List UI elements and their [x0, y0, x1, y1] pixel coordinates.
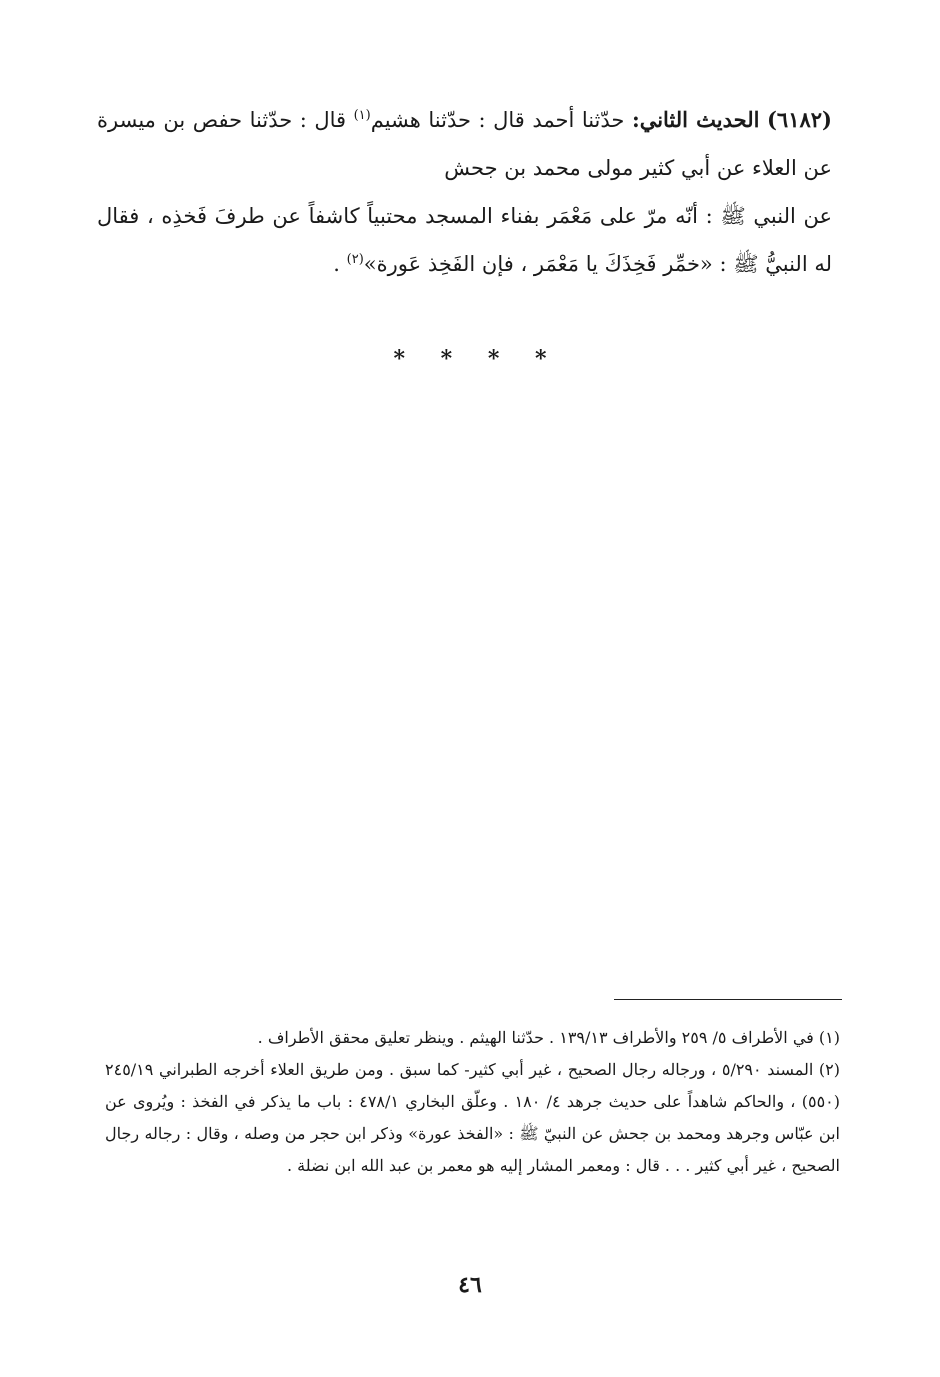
matn-text: عن النبي ﷺ : أنّه مرّ على مَعْمَر بفناء المسجد محتبياً كاشفاً عن طرفَ فَخذِه ، فقال له النبيُّ ﷺ : «خمِّر فَخِذَكَ يا مَعْمَر ، فإن الفَخِذ عَورة»	[97, 204, 832, 276]
footnote-2: (٢) المسند ٥/٢٩٠ ، ورجاله رجال الصحيح ، غير أبي كثير- كما سبق . ومن طريق العلاء أخرجه الطبراني ٢٤٥/١٩ (٥٥٠) ، والحاكم شاهداً على حديث جرهد ٤/ ١٨٠ . وعلّق البخاري ٤٧٨/١ : باب ما يذكر في الفخذ : ويُروى عن ابن عبّاس وجرهد ومحمد بن جحش عن النبيّ ﷺ : «الفخذ عورة» وذكر ابن حجر من وصله ، وقال : رجاله رجال الصحيح ، غير أبي كثير . . . قال : ومعمر المشار إليه هو معمر بن عبد الله ابن نضلة .	[105, 1060, 841, 1175]
matn-end: .	[333, 252, 347, 276]
footnote-divider	[614, 999, 842, 1000]
footnote-1: (١) في الأطراف ٥/ ٢٥٩ والأطراف ١٣٩/١٣ . حدّثنا الهيثم . وينظر تعليق محقق الأطراف .	[257, 1028, 840, 1047]
hadith-number: (٦١٨٢)	[766, 107, 832, 132]
section-separator: * * * *	[393, 346, 547, 372]
footnotes	[105, 1022, 840, 1182]
footnote-marker-1[interactable]: (١)	[353, 108, 371, 123]
matn-paragraph	[97, 192, 832, 288]
isnad-paragraph	[97, 96, 832, 192]
footnote-marker-2[interactable]: (٢)	[346, 252, 364, 267]
page-number: ٤٦	[458, 1272, 482, 1298]
hadith-body	[97, 96, 832, 288]
hadith-title: الحديث الثاني:	[631, 107, 760, 132]
isnad-text: حدّثنا أحمد قال : حدّثنا هشيم	[370, 108, 625, 132]
isnad-text-continued: قال : حدّثنا حفص بن ميسرة عن العلاء عن أبي كثير مولى محمد بن جحش	[97, 108, 832, 180]
